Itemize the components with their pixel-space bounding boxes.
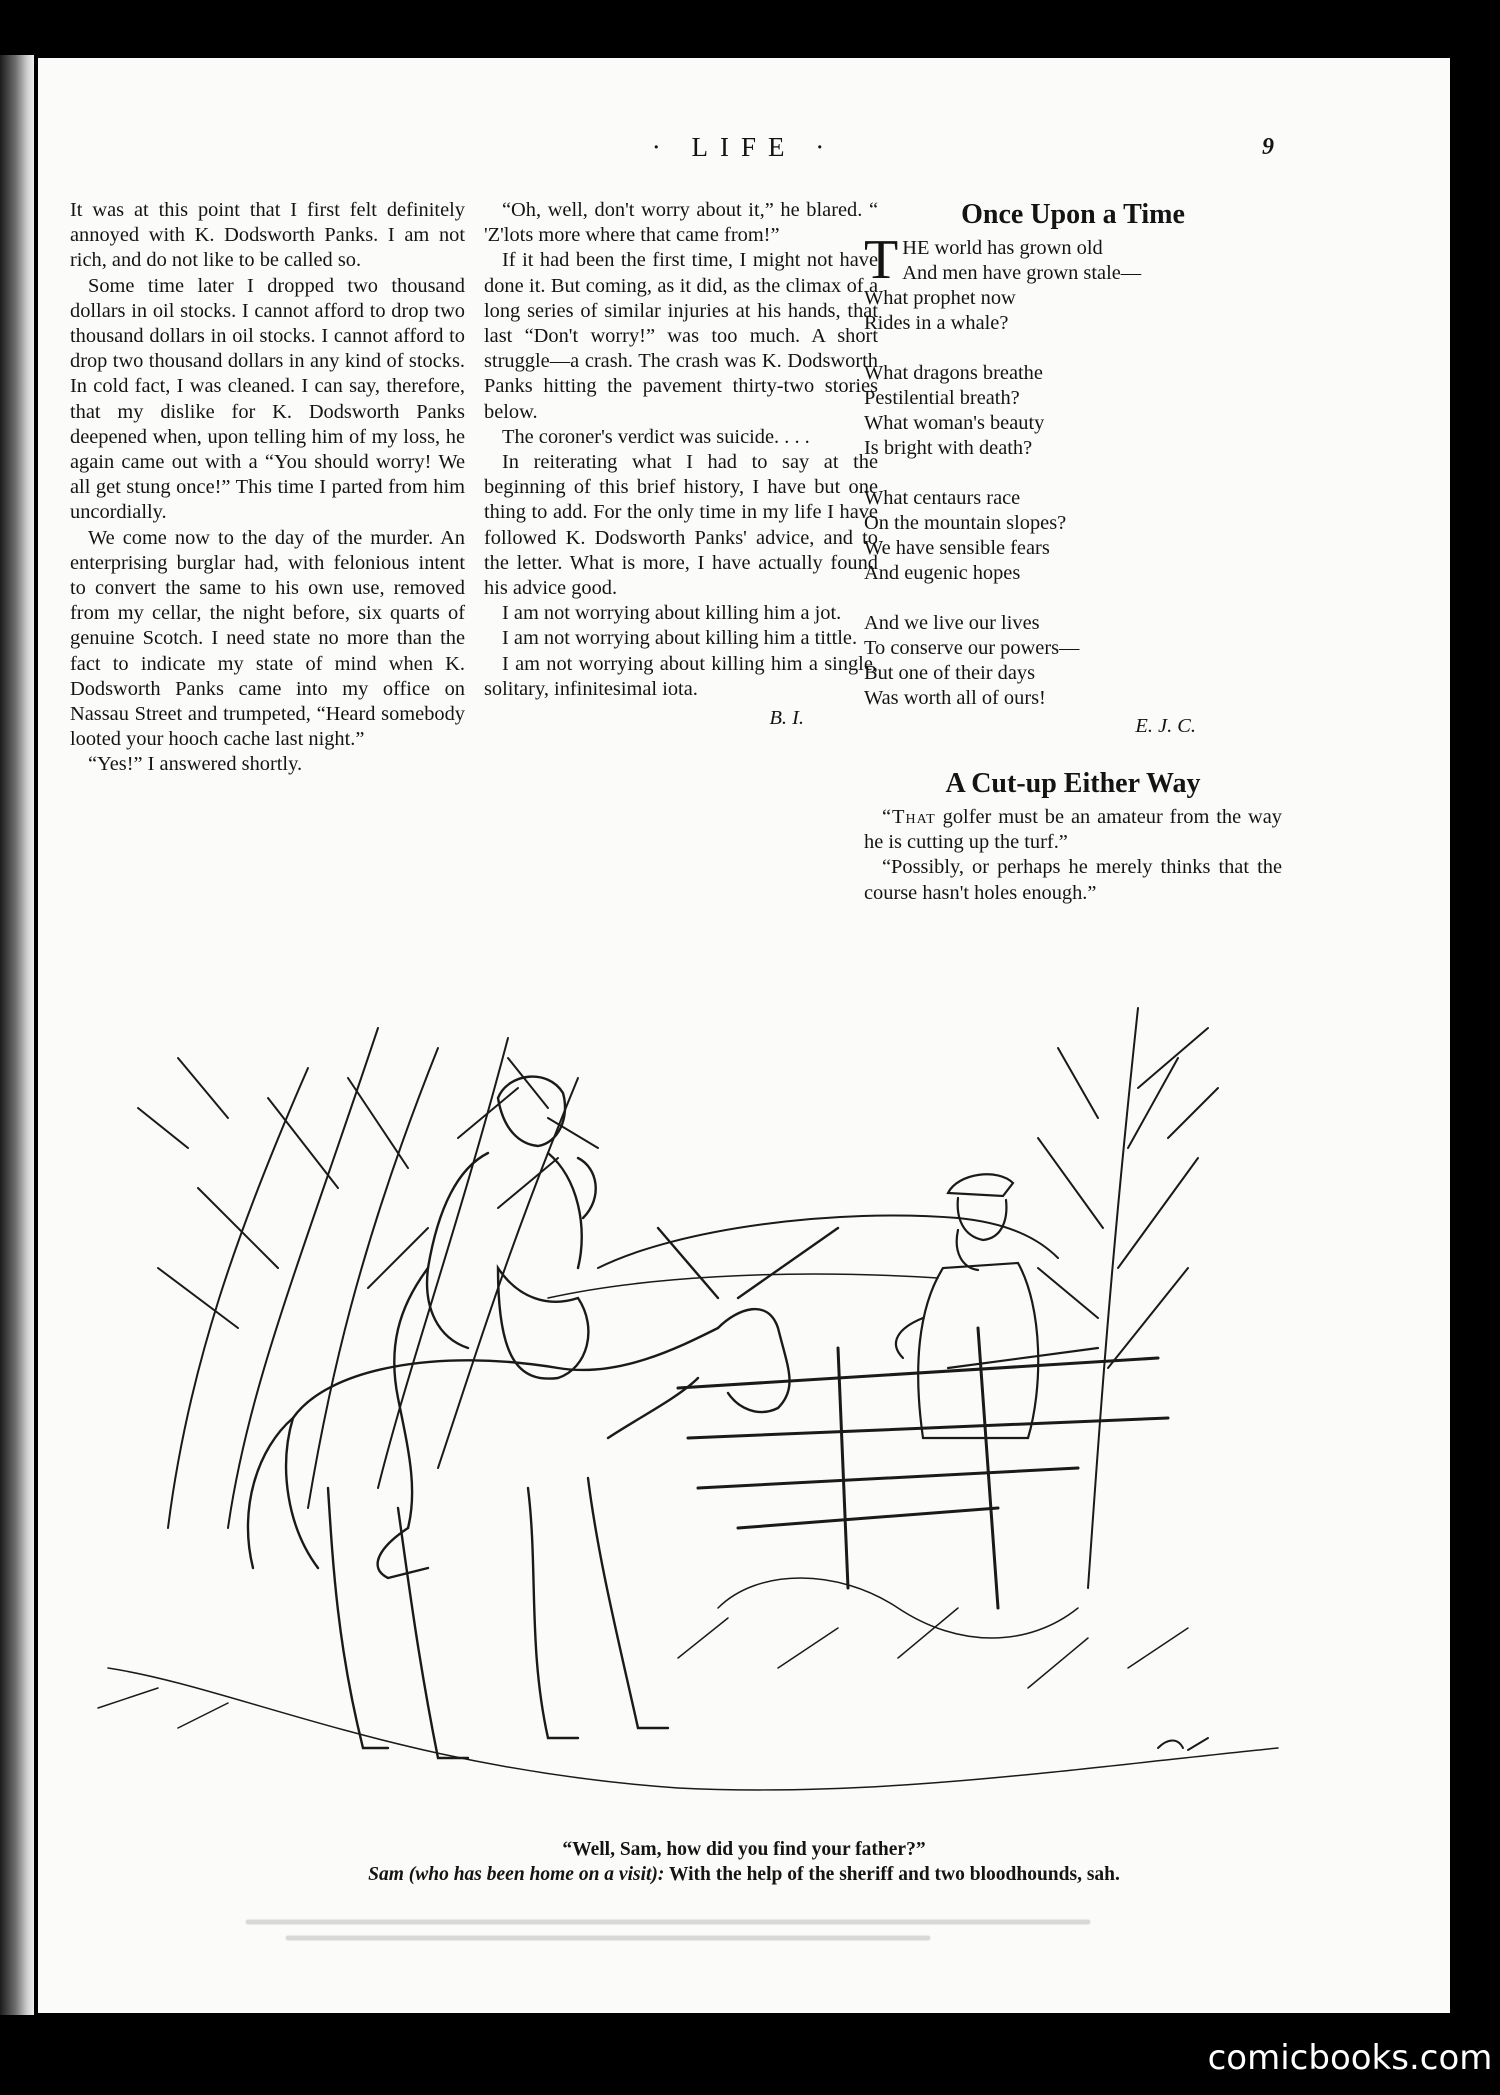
- drop-cap: T: [864, 229, 899, 291]
- seated-man: [896, 1174, 1098, 1438]
- poem-stanza: [864, 611, 1282, 711]
- poem-title: Once Upon a Time: [961, 199, 1185, 230]
- site-watermark: comicbooks.com: [1200, 2021, 1500, 2095]
- paragraph: I am not worrying about killing him a single, solitary, infinitesimal iota.: [484, 652, 878, 700]
- paragraph: We come now to the day of the murder. An enterprising burglar had, with felonious intent to convert the same to his own use, removed from my cellar, the night before, six quarts of genuine Scotch. I need state no more than the fact to indicate my state of mind when K. Dodsworth Panks came into my office on Nassau Street and trumpeted, “Heard somebody looted your hooch cache last night.”: [70, 526, 465, 751]
- artist-signature-mark: [1158, 1738, 1208, 1750]
- show-through-text: [228, 1908, 1128, 1948]
- poem-stanza: [864, 486, 1282, 586]
- poem-line: And men have grown stale—: [902, 262, 1142, 284]
- poem-line: And we live our lives: [864, 612, 1040, 634]
- joke-paragraph: “Possibly, or perhaps he merely thinks that the course hasn't holes enough.”: [864, 856, 1282, 904]
- right-tree: [1038, 1008, 1218, 1588]
- joke-text: golfer must be an amateur from the way he is cutting up the turf.”: [864, 806, 1282, 854]
- paragraph: In reiterating what I had to say at the beginning of this brief history, I have but one thing to add. For the only time in my life I have followed K. Dodsworth Panks' advice, and to the letter. What is more, I have actually found his advice good.: [484, 451, 878, 600]
- poem-line: Pestilential breath?: [864, 387, 1020, 409]
- poem-line: What centaurs race: [864, 487, 1021, 509]
- paragraph: “Yes!” I answered shortly.: [88, 753, 303, 776]
- poem-line: What dragons breathe: [864, 362, 1043, 384]
- poem-line: HE world has grown old: [902, 237, 1103, 259]
- joke-paragraph: [864, 805, 1282, 855]
- poem-line: On the mountain slopes?: [864, 512, 1067, 534]
- poem-line: And eugenic hopes: [864, 562, 1021, 584]
- poem-line: But one of their days: [864, 662, 1036, 684]
- poem-body: [864, 229, 1282, 739]
- caption-speaker: Sam (who has been home on a visit):: [368, 1864, 665, 1885]
- paragraph: If it had been the first time, I might not have done it. But coming, as it did, as the climax of a long series of similar injuries at his hands, that last “Don't worry!” was too much. A short struggle—a crash. The crash was K. Dodsworth Panks hitting the pavement thirty-two stories below.: [484, 249, 878, 423]
- poem-line: To conserve our powers—: [864, 637, 1080, 659]
- joke-title: A Cut-up Either Way: [945, 768, 1201, 799]
- joke-lead: “That: [882, 806, 936, 828]
- foreground-brush: [98, 1578, 1278, 1790]
- poem-stanza: [864, 229, 1282, 336]
- book-spine: [0, 55, 34, 2015]
- mule: [248, 1228, 838, 1758]
- article-signature: B. I.: [769, 707, 804, 730]
- cartoon-illustration: [78, 968, 1318, 1828]
- rider: [378, 1077, 596, 1578]
- fence: [678, 1328, 1168, 1608]
- poem-line: We have sensible fears: [864, 537, 1050, 559]
- caption-reply: With the help of the sheriff and two bloodhounds, sah.: [664, 1864, 1120, 1885]
- page-number: 9: [1262, 134, 1274, 160]
- paragraph: It was at this point that I first felt definitely annoyed with K. Dodsworth Panks. I am not rich, and do not like to be called so.: [70, 199, 465, 272]
- poem-line: Was worth all of ours!: [864, 687, 1046, 709]
- cartoon-caption-question: “Well, Sam, how did you find your father?”: [562, 1839, 926, 1860]
- poem-line: Rides in a whale?: [864, 312, 1009, 334]
- paragraph: The coroner's verdict was suicide. . . .: [502, 425, 810, 448]
- poem-line: Is bright with death?: [864, 437, 1033, 459]
- poem-stanza: [864, 361, 1282, 461]
- poem-column: [864, 198, 1282, 906]
- article-column-1: [70, 198, 465, 778]
- article-column-2: [484, 198, 878, 731]
- paragraph: “Oh, well, don't worry about it,” he blared. “ 'Z'lots more where that came from!”: [484, 199, 878, 247]
- hill-outline: [598, 1215, 1058, 1268]
- poem-signature: E. J. C.: [1135, 715, 1196, 737]
- paragraph: Some time later I dropped two thousand dollars in oil stocks. I cannot afford to drop two thousand dollars in oil stocks. I cannot afford to drop two thousand dollars in any kind of stocks. In cold fact, I was cleaned. I can say, therefore, that my dislike for K. Dodsworth Panks deepened when, upon telling him of my loss, he again came out with a “You should worry! We all get stung once!” This time I parted from him uncordially.: [70, 274, 465, 524]
- poem-line: What woman's beauty: [864, 412, 1045, 434]
- magazine-page: [38, 58, 1450, 2013]
- left-trees: [138, 1028, 598, 1528]
- paragraph: I am not worrying about killing him a jot.: [502, 602, 842, 625]
- running-head: · LIFE ·: [651, 132, 837, 162]
- poem-line: What prophet now: [864, 287, 1016, 309]
- cartoon-caption-answer: [38, 1863, 1450, 1887]
- paragraph: I am not worrying about killing him a tittle.: [502, 627, 858, 650]
